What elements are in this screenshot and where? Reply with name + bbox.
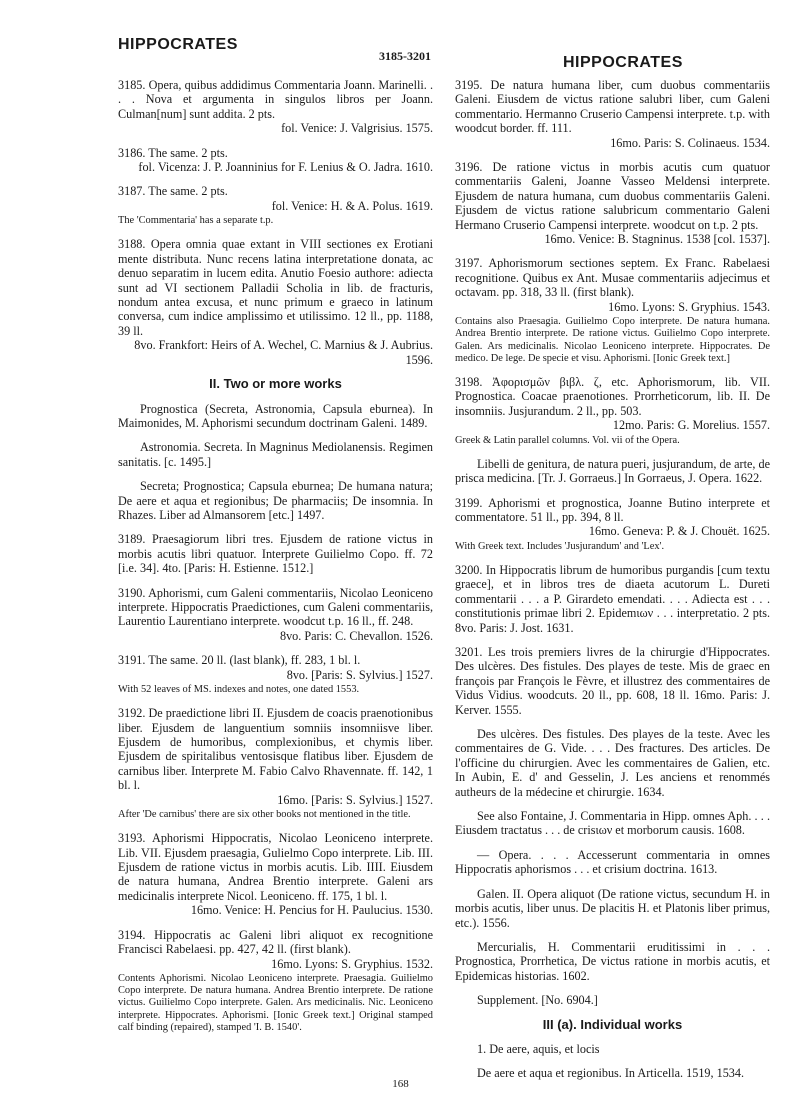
running-head-right: HIPPOCRATES (563, 54, 683, 71)
catalogue-entry (118, 831, 433, 917)
entry-range: 3185-3201 (379, 49, 431, 63)
entry-text: Libelli de genitura, de natura pueri, jusjurandum, de arte, de prisca medicina. [Tr. J. Gorraeus.] In Gorraeus, J. Opera. 1622. (455, 456, 770, 486)
entry-imprint: 8vo. [Paris: S. Sylvius.] 1527. (286, 667, 433, 682)
section-heading: III (a). Individual works (542, 1016, 683, 1032)
entry-text: See also Fontaine, J. Commentaria in Hipp. omnes Aph. . . . Eiusdem tractatus . . . de crisιων et morborum causis. 1608. (455, 809, 770, 838)
catalogue-entry (118, 184, 433, 227)
catalogue-entry (455, 848, 770, 877)
entry-note: After 'De carnibus' there are six other books not mentioned in the title. (118, 809, 411, 821)
entry-text: Prognostica (Secreta, Astronomia, Capsula eburnea). In Maimonides, M. Aphorismi secundum doctrinam Galeni. 1489. (118, 401, 433, 430)
catalogue-entry (118, 78, 433, 136)
catalogue-entry (455, 78, 770, 150)
entry-imprint: 16mo. Paris: S. Colinaeus. 1534. (610, 135, 770, 150)
entry-text: 3195. De natura humana liber, cum duobus commentariis Galeni. Eiusdem de victus ratione salubri liber, cum Galeni commentario. Hermanno Cruserio Campensi interprete. t.p. with woodcut border. ff. 111. (455, 78, 770, 136)
left-column (118, 78, 433, 1044)
catalogue-entry (455, 1042, 770, 1056)
entry-text: Galen. II. Opera aliquot (De ratione victus, secundum H. in morbis acutis, liber unus. De placitis H. et Platonis liber primus, etc.). 1556. (455, 886, 770, 930)
catalogue-entry (118, 479, 433, 522)
catalogue-entry (455, 563, 770, 635)
entry-note: Greek & Latin parallel columns. Vol. vii of the Opera. (455, 434, 680, 446)
running-head-left: HIPPOCRATES (118, 36, 238, 53)
entry-imprint: 12mo. Paris: G. Morelius. 1557. (612, 418, 770, 433)
entry-text: — Opera. . . . Accesserunt commentaria in omnes Hippocratis aphorismos . . . et crisium doctrina. 1613. (455, 847, 770, 877)
catalogue-entry (455, 727, 770, 799)
right-column (455, 78, 770, 1091)
entry-text: 3200. In Hippocratis librum de humoribus purgandis [cum textu graece], et in libros tres de diaeta acutorum L. Dureti commentarii . . . a P. Girardeto emendati. . . . Adiecta est . . . constitutionis primae libri 2. Epidemιων . . . interpretatio. 2 pts. 8vo. Paris: J. Jost. 1631. (455, 562, 770, 635)
entry-imprint: 8vo. Paris: C. Chevallon. 1526. (279, 628, 433, 643)
entry-imprint: 16mo. Venice: B. Stagninus. 1538 [col. 1537]. (544, 232, 770, 247)
entry-note: The 'Commentaria' has a separate t.p. (118, 215, 274, 227)
entry-text: 3194. Hippocratis ac Galeni libri aliquot ex recognitione Francisci Rabelaesi. pp. 427, 42 ll. (first blank). (118, 927, 433, 957)
catalogue-entry (455, 457, 770, 486)
entry-text: 3198. Ἀφορισμῶν βιβλ. ζ, etc. Aphorismorum, lib. VII. Prognostica. Coacae praenotiones. Prorrheticorum, lib. II. De insomniis. Jusjurandum. 2 ll., pp. 503. (455, 374, 770, 418)
entry-text: 3190. Aphorismi, cum Galeni commentariis, Nicolao Leoniceno interprete. Hippocratis Praedictiones, cum Galeni commentariis, Laurentio Laurentiano interprete. woodcut t.p. 16 ll., ff. 248. (118, 585, 433, 629)
catalogue-entry (118, 928, 433, 1034)
entry-text: 3185. Opera, quibus addidimus Commentaria Joann. Marinelli. . . . Nova et argumenta in singulos libros per Joann. Culman[num] sunt addita. 2 pts. (118, 78, 433, 121)
entry-text: 3186. The same. 2 pts. (118, 145, 228, 160)
catalogue-entry (455, 887, 770, 930)
entry-imprint: fol. Vicenza: J. P. Joanninius for F. Lenius & O. Jadra. 1610. (138, 160, 433, 175)
entry-note: With 52 leaves of MS. indexes and notes, one dated 1553. (118, 684, 360, 696)
entry-text: Secreta; Prognostica; Capsula eburnea; De humana natura; De aere et aqua et regionibus; De pharmaciis; De insomnia. In Rhazes. Liber ad Almansorem [etc.] 1497. (118, 479, 433, 522)
entry-imprint: 16mo. Lyons: S. Gryphius. 1543. (608, 299, 770, 314)
entry-text: Mercurialis, H. Commentarii eruditissimi in . . . Prognostica, Prorrhetica, De victus ratione in morbis acutis, et Epidemicas historias. 1602. (455, 939, 770, 983)
catalogue-entry (118, 146, 433, 175)
entry-imprint: 16mo. Lyons: S. Gryphius. 1532. (271, 956, 433, 971)
entry-imprint: 16mo. Geneva: P. & J. Chouët. 1625. (588, 524, 770, 539)
entry-text: 3191. The same. 20 ll. (last blank), ff. 283, 1 bl. l. (118, 653, 361, 668)
section-heading: II. Two or more works (209, 376, 342, 392)
entry-note: With Greek text. Includes 'Jusjurandum' and 'Lex'. (455, 540, 665, 552)
entry-note: Contents Aphorismi. Nicolao Leoniceno interprete. Praesagia. Guilielmo Copo interprete. De natura humana. Andrea Brentio interprete. De ratione victus. Guilielmo Copo interprete. Galen. Ars medicinalis. Nic. Leoniceno interprete. Hippocrates. Aphorismi. [Ionic Greek text.] Original stamped calf binding (repaired), stamped 'I. B. 1540'. (118, 972, 433, 1033)
entry-text: 3188. Opera omnia quae extant in VIII sectiones ex Erotiani mente distributa. Nunc recens latina interpretatione donata, ac denuo separatim in lucem edita. Anutio Foesio authore: adiecta sunt ad VI sectionem Palladii Scholia in lib. de fracturis, nondum antea excusa, et nunc primum e graeco in latinum conversa, cum indice amplissimo et utilissimo. 12 ll., pp. 1188, 39 ll. (118, 237, 433, 338)
entry-imprint: fol. Venice: H. & A. Polus. 1619. (271, 198, 433, 213)
catalogue-entry (118, 237, 433, 367)
entry-text: 3196. De ratione victus in morbis acutis cum quatuor commentariis Galeni, Joanne Vasseo Meldensi interprete. Ejusdem de natura humana, cum duobus commentariis Galeni. Ejusdem de victus ratione salubricum commentario Galeni Hermano Cruserio Campensi interprete. woodcut on t.p. 2 pts. (455, 160, 770, 232)
catalogue-entry (118, 586, 433, 644)
catalogue-entry (455, 645, 770, 717)
catalogue-entry (455, 256, 770, 364)
catalogue-entry (118, 440, 433, 469)
catalogue-entry (118, 402, 433, 431)
entry-text: 3192. De praedictione libri II. Ejusdem de coacis praenotionibus liber. Ejusdem de languentium somniis insomniisve liber. Ejusdem de humoribus, complexionibus, et chymis liber. Ejusdem de spiritalibus ventosisque flatibus liber. Ejusdem de carnibus liber. Interprete M. Fabio Calvo Rhavennate. ff. 142, 1 bl. l. (118, 706, 433, 793)
entry-text: 3187. The same. 2 pts. (118, 184, 228, 199)
entry-imprint: 16mo. Venice: H. Pencius for H. Paulucius. 1530. (190, 903, 433, 918)
entry-text: 3201. Les trois premiers livres de la chirurgie d'Hippocrates. Des ulcères. Des fistules. Des playes de teste. Mis de graec en françois par François le Fèvre, et illustrez des commentaires de Vidus Vidius. woodcuts. 20 ll., pp. 608, 18 ll. 16mo. Paris: J. Kerver. 1555. (455, 645, 770, 717)
entry-imprint: 16mo. [Paris: S. Sylvius.] 1527. (277, 792, 433, 807)
entry-text: 3189. Praesagiorum libri tres. Ejusdem de ratione victus in morbis acutis libri quatuor. Interprete Guilielmo Copo. ff. 72 [i.e. 34]. 4to. [Paris: H. Estienne. 1512.] (118, 532, 433, 576)
entry-text: De aere et aqua et regionibus. In Articella. 1519, 1534. (477, 1066, 745, 1081)
catalogue-entry (118, 706, 433, 821)
catalogue-entry (455, 993, 770, 1007)
entry-imprint: 8vo. Frankfort: Heirs of A. Wechel, C. Marnius & J. Aubrius. 1596. (134, 338, 433, 367)
entry-text: Astronomia. Secreta. In Magninus Mediolanensis. Regimen sanitatis. [c. 1495.] (118, 440, 433, 469)
catalogue-entry (455, 160, 770, 246)
entry-text: 3197. Aphorismorum sectiones septem. Ex Franc. Rabelaesi recognitione. Quibus ex Ant. Musae commentariis adjecimus et octavam. pp. 318, 33 ll. (first blank). (455, 256, 770, 300)
entry-text: 3199. Aphorismi et prognostica, Joanne Butino interprete et commentatore. 51 ll., pp. 394, 8 ll. (455, 495, 770, 524)
entry-text: Supplement. [No. 6904.] (477, 993, 598, 1008)
entry-note: Contains also Praesagia. Guilielmo Copo interprete. De natura humana. Andrea Brentio interprete. De ratione victus. Guilielmo Copo interprete. Galen. Ars medicinalis. Nicolao Leoniceno interprete. Hippocrates. De medico. De lege. De specie et visu. Aphorismi. [Ionic Greek text.] (455, 316, 770, 364)
catalogue-entry (455, 375, 770, 447)
catalogue-entry (455, 496, 770, 553)
entry-text: 3193. Aphorismi Hippocratis, Nicolao Leoniceno interprete. Lib. VII. Ejusdem praesagia, Gulielmo Copo interprete. Lib. III. Ejusdem de ratione victus in morbis acutis. Lib. IIII. Eiusdem de natura humana, Andrea Brentio interprete. Galeni ars medicinalis interprete Nicol. Leoniceno. ff. 175, 1 bl. l. (118, 831, 433, 903)
catalogue-entry (118, 532, 433, 575)
entry-text: 1. De aere, aquis, et locis (477, 1041, 600, 1056)
catalogue-entry (455, 809, 770, 838)
entry-text: Des ulcères. Des fistules. Des playes de la teste. Avec les commentaires de G. Vide. . . . Des fractures. Des articles. De l'officine du chirurgien. Avec les commentaires de Galien, etc. In Aubin, E. d' and Gesselin, J. Les anciens et renommés autheurs de la médecine et chirurgie. 1634. (455, 727, 770, 799)
page-number: 168 (392, 1078, 409, 1090)
entry-imprint: fol. Venice: J. Valgrisius. 1575. (281, 121, 433, 136)
catalogue-entry (455, 940, 770, 983)
catalogue-entry (118, 653, 433, 696)
